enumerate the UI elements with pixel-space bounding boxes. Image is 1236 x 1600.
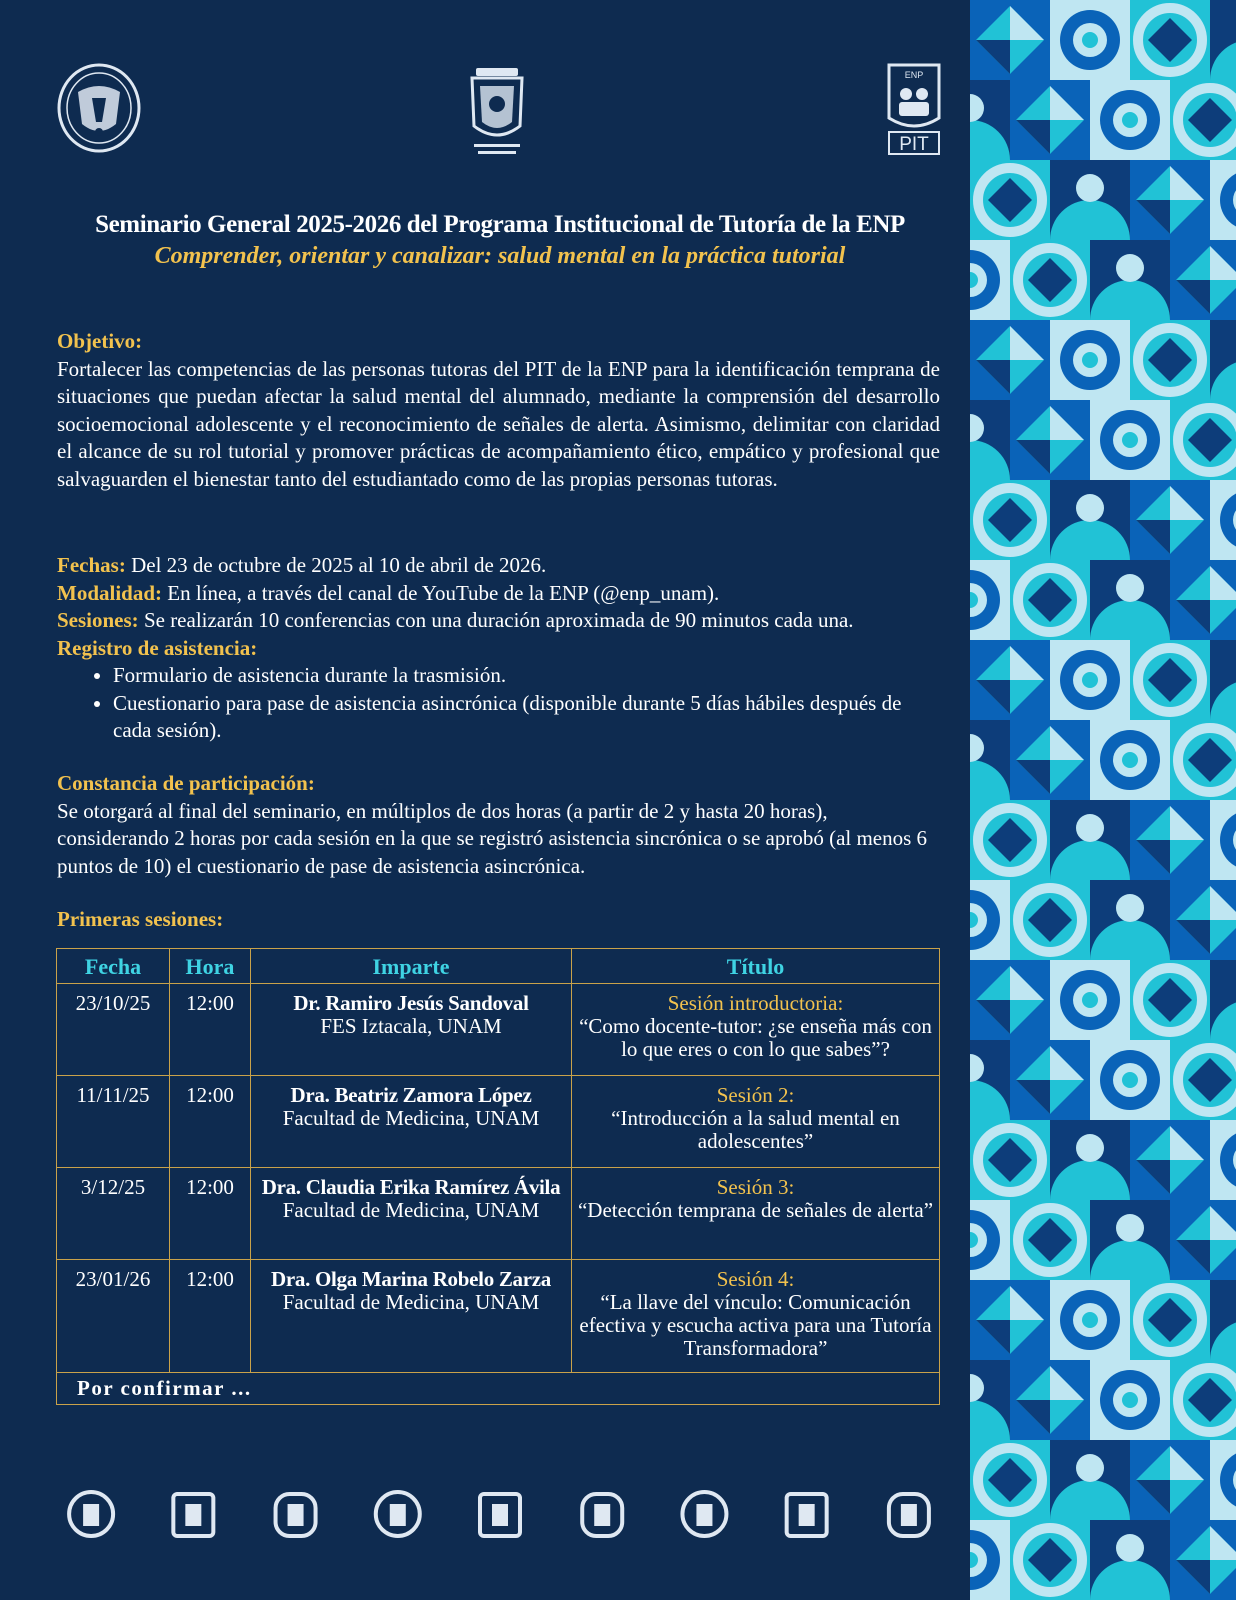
pattern-cell	[1210, 640, 1236, 720]
session-date: 23/01/26	[57, 1260, 170, 1373]
session-speaker-cell	[251, 1260, 572, 1373]
pattern-cell	[1130, 1280, 1210, 1360]
page-title: Seminario General 2025-2026 del Programa Institucional de Tutoría de la ENP	[95, 211, 905, 238]
speaker-affiliation: Facultad de Medicina, UNAM	[282, 1106, 540, 1130]
plantel-logos-row	[40, 1488, 960, 1544]
mode-value: En línea, a través del canal de YouTube de la ENP (@enp_unam).	[167, 580, 720, 605]
pattern-cell	[1050, 480, 1130, 560]
pattern-cell	[1010, 880, 1090, 960]
pattern-cell	[970, 960, 1050, 1040]
pending-note: Por confirmar ...	[57, 1373, 940, 1405]
pattern-cell	[1010, 240, 1090, 320]
speaker-name: Dra. Olga Marina Robelo Zarza	[270, 1267, 551, 1291]
session-number: Sesión 3:	[716, 1175, 795, 1199]
pattern-cell	[1050, 1440, 1130, 1520]
pattern-cell	[970, 560, 1010, 640]
certificate-label: Constancia de participación:	[57, 771, 315, 795]
pattern-cell	[1170, 560, 1236, 640]
dates-value: Del 23 de octubre de 2025 al 10 de abril de 2026.	[131, 553, 547, 577]
plantel-3-logo	[276, 1494, 316, 1536]
pattern-cell	[1050, 800, 1130, 880]
schedule-label: Primeras sesiones:	[57, 907, 224, 931]
pattern-cell	[1050, 320, 1130, 400]
plantel-6-logo	[582, 1494, 622, 1536]
pattern-cell	[1090, 240, 1170, 320]
session-number: Sesión introductoria:	[667, 991, 844, 1015]
mode-label: Modalidad:	[57, 580, 163, 605]
speaker-name: Dr. Ramiro Jesús Sandoval	[293, 991, 529, 1015]
pattern-cell	[970, 480, 1050, 560]
pattern-cell	[1010, 400, 1090, 480]
certificate-text: Se otorgará al final del seminario, en múltiplos de dos horas (a partir de 2 y hasta 20 horas), considerando 2 horas por cada sesión en la que se registró asistencia sincrónica o se aprobó (al menos 6 puntos de 10) el cuestionario de pase de asistencia asincrónica.	[57, 798, 928, 878]
enp-seal-logo	[462, 64, 532, 158]
objective-section	[57, 328, 940, 493]
registration-list	[57, 662, 940, 745]
pattern-cell	[1050, 160, 1130, 240]
pattern-cell	[1090, 1200, 1170, 1280]
pattern-cell	[1130, 640, 1210, 720]
pattern-cell	[970, 1280, 1050, 1360]
session-title-cell	[572, 1260, 940, 1373]
pit-logo	[886, 62, 942, 156]
session-talk-title: “Introducción a la salud mental en adolescentes”	[611, 1106, 900, 1153]
pattern-cell	[1170, 1520, 1236, 1600]
plantel-7-logo	[682, 1492, 726, 1536]
pattern-cell	[1170, 1040, 1236, 1120]
speaker-affiliation: Facultad de Medicina, UNAM	[282, 1198, 540, 1222]
pattern-cell	[1210, 1280, 1236, 1360]
session-number: Sesión 2:	[716, 1083, 795, 1107]
session-time: 12:00	[170, 1076, 251, 1168]
sessions-label: Sesiones:	[57, 608, 139, 632]
decorative-pattern	[970, 0, 1236, 1600]
page-subtitle: Comprender, orientar y canalizar: salud mental en la práctica tutorial	[154, 243, 846, 269]
sessions-value: Se realizarán 10 conferencias con una duración aproximada de 90 minutos cada una.	[143, 608, 854, 632]
plantel-2-logo	[173, 1494, 213, 1536]
pattern-cell	[1090, 1520, 1170, 1600]
plantel-9-logo	[889, 1494, 929, 1536]
pattern-cell	[1170, 1360, 1236, 1440]
session-date: 23/10/25	[57, 984, 170, 1076]
session-speaker-cell	[251, 984, 572, 1076]
column-header-speaker: Imparte	[251, 949, 572, 984]
pattern-cell	[1090, 560, 1170, 640]
session-speaker-cell	[251, 1076, 572, 1168]
pattern-cell	[1210, 320, 1236, 400]
objective-text: Fortalecer las competencias de las personas tutoras del PIT de la ENP para la identificación temprana de situaciones que puedan afectar la salud mental del alumnado, mediante la comprensión del desarrollo socioemocional adolescente y el reconocimiento de señales de alerta. Asimismo, delimitar con claridad el alcance de su rol tutorial y promover prácticas de acompañamiento ético, empático y profesional que salvaguarden el bienestar tanto del estudiantado como de las propias personas tutoras.	[57, 356, 940, 491]
pattern-cell	[1090, 400, 1170, 480]
pattern-cell	[1090, 1360, 1170, 1440]
session-title-cell	[572, 984, 940, 1076]
session-time: 12:00	[170, 984, 251, 1076]
mode-line	[57, 580, 940, 608]
pattern-cell	[1210, 1120, 1236, 1200]
pattern-cell	[1210, 160, 1236, 240]
pattern-cell	[970, 1520, 1010, 1600]
pattern-cell	[1010, 560, 1090, 640]
pattern-cell	[1210, 1440, 1236, 1520]
pattern-cell	[970, 80, 1010, 160]
session-date: 11/11/25	[57, 1076, 170, 1168]
session-time: 12:00	[170, 1260, 251, 1373]
pattern-cell	[1050, 640, 1130, 720]
table-row	[57, 1168, 940, 1260]
pattern-cell	[1050, 1120, 1130, 1200]
plantel-8-logo	[787, 1494, 827, 1536]
session-title-cell	[572, 1168, 940, 1260]
sessions-table	[56, 948, 940, 1405]
pattern-cell	[1090, 880, 1170, 960]
session-talk-title: “Como docente-tutor: ¿se enseña más con lo que eres o con lo que sabes”?	[579, 1014, 932, 1061]
pattern-cell	[1050, 0, 1130, 80]
table-row-pending	[57, 1373, 940, 1405]
dates-label: Fechas:	[57, 553, 126, 577]
column-header-date: Fecha	[57, 949, 170, 984]
pattern-cell	[1010, 1200, 1090, 1280]
speaker-affiliation: FES Iztacala, UNAM	[320, 1014, 502, 1038]
pit-logo-bottom-text: PIT	[899, 134, 929, 155]
pattern-cell	[1170, 720, 1236, 800]
pattern-cell	[1130, 0, 1210, 80]
pattern-cell	[1010, 1040, 1090, 1120]
pattern-cell	[970, 400, 1010, 480]
session-speaker-cell	[251, 1168, 572, 1260]
session-date: 3/12/25	[57, 1168, 170, 1260]
pattern-cell	[1130, 800, 1210, 880]
pattern-cell	[970, 1440, 1050, 1520]
speaker-name: Dra. Claudia Erika Ramírez Ávila	[261, 1175, 561, 1199]
pattern-cell	[970, 1040, 1010, 1120]
pattern-cell	[970, 800, 1050, 880]
pattern-cell	[970, 320, 1050, 400]
pattern-cell	[1050, 1280, 1130, 1360]
pattern-cell	[970, 1200, 1010, 1280]
plantel-1-logo	[69, 1492, 113, 1536]
speaker-affiliation: Facultad de Medicina, UNAM	[282, 1290, 540, 1314]
pattern-cell	[1210, 480, 1236, 560]
pattern-cell	[1090, 80, 1170, 160]
pattern-cell	[1010, 1520, 1090, 1600]
pattern-cell	[1010, 720, 1090, 800]
pattern-cell	[1130, 1440, 1210, 1520]
speaker-name: Dra. Beatriz Zamora López	[290, 1083, 532, 1107]
pattern-cell	[1090, 1040, 1170, 1120]
pattern-cell	[1170, 400, 1236, 480]
table-header-row	[57, 949, 940, 984]
pattern-cell	[970, 1120, 1050, 1200]
registration-item: • Formulario de asistencia durante la trasmisión.	[113, 662, 940, 690]
registration-label: Registro de asistencia:	[57, 635, 258, 660]
pit-logo-top-text: ENP	[904, 70, 924, 80]
pattern-cell	[1210, 960, 1236, 1040]
pattern-cell	[1130, 1120, 1210, 1200]
pattern-cell	[970, 720, 1010, 800]
dates-line	[57, 552, 940, 580]
session-talk-title: “Detección temprana de señales de alerta”	[577, 1198, 934, 1222]
pattern-cell	[1010, 80, 1090, 160]
table-row	[57, 984, 940, 1076]
pattern-cell	[970, 1360, 1010, 1440]
details-section	[57, 552, 940, 745]
pattern-cell	[1170, 240, 1236, 320]
unam-seal-logo	[56, 62, 142, 154]
pattern-cell	[1170, 1200, 1236, 1280]
pattern-cell	[1170, 80, 1236, 160]
pattern-cell	[970, 640, 1050, 720]
pattern-cell	[1170, 880, 1236, 960]
column-header-title: Título	[572, 949, 940, 984]
pattern-cell	[1050, 960, 1130, 1040]
pattern-cell	[1130, 960, 1210, 1040]
pattern-cell	[1210, 800, 1236, 880]
pattern-cell	[1090, 720, 1170, 800]
pattern-cell	[1210, 0, 1236, 80]
table-row	[57, 1260, 940, 1373]
sessions-line	[57, 607, 940, 635]
session-time: 12:00	[170, 1168, 251, 1260]
pattern-cell	[1130, 320, 1210, 400]
registration-item: • Cuestionario para pase de asistencia asincrónica (disponible durante 5 días hábiles después de cada sesión).	[113, 690, 940, 745]
plantel-4-logo	[376, 1492, 420, 1536]
session-number: Sesión 4:	[716, 1267, 795, 1291]
table-row	[57, 1076, 940, 1168]
plantel-5-logo	[480, 1494, 520, 1536]
pattern-cell	[1130, 160, 1210, 240]
column-header-time: Hora	[170, 949, 251, 984]
pattern-cell	[1010, 1360, 1090, 1440]
session-talk-title: “La llave del vínculo: Comunicación efectiva y escucha activa para una Tutoría Transformadora”	[579, 1290, 932, 1360]
pattern-cell	[970, 880, 1010, 960]
objective-label: Objetivo:	[57, 329, 143, 353]
pattern-cell	[970, 0, 1050, 80]
session-title-cell	[572, 1076, 940, 1168]
pattern-cell	[1130, 480, 1210, 560]
certificate-section	[57, 770, 940, 880]
